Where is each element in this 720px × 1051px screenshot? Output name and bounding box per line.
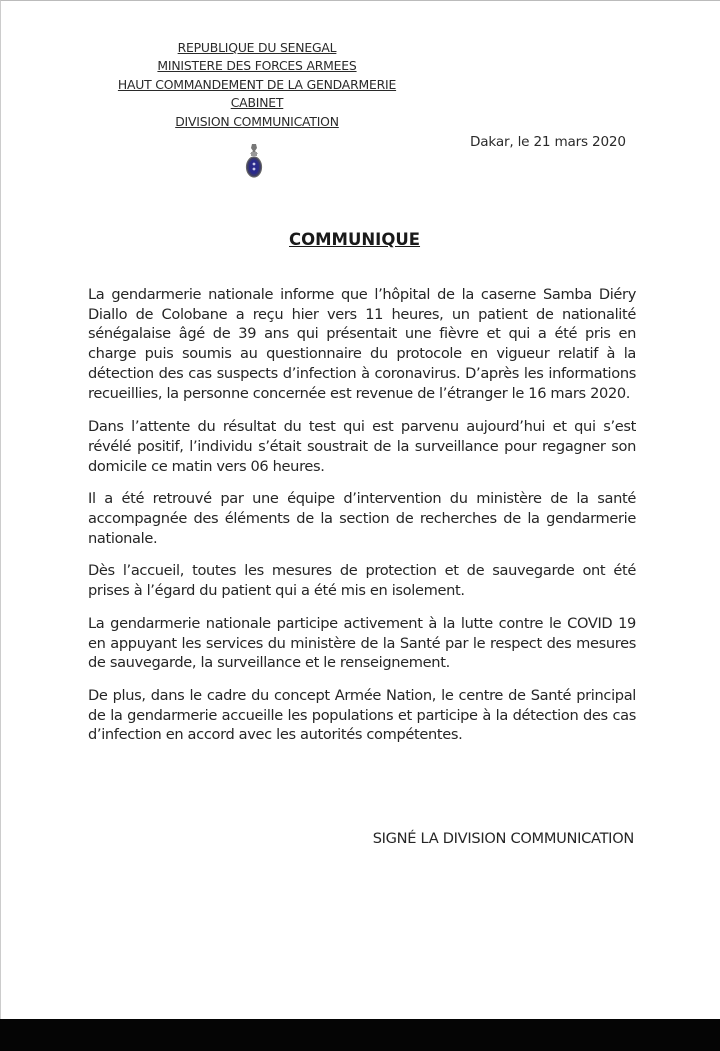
paragraph: La gendarmerie nationale informe que l’hôpital de la caserne Samba Diéry Diallo de Colobane a reçu hier vers 11 heures, un patient de nationalité sénégalaise âgé de 39 ans qui présentait une fièvre et qui a été pris en charge puis soumis au questionnaire du protocole en vigueur relatif à la détection des cas suspects d’infection à coronavirus. D’après les informations recueillies, la personne concernée est revenue de l’étranger le 16 mars 2020.	[88, 286, 636, 402]
paragraph: De plus, dans le cadre du concept Armée Nation, le centre de Santé principal de la gendarmerie accueille les populations et participe à la détection des cas d’infection en accord avec les autorités compétentes.	[88, 686, 636, 744]
letterhead-line-republic: REPUBLIQUE DU SENEGAL	[177, 40, 337, 55]
paragraph: La gendarmerie nationale participe activement à la lutte contre le COVID 19 en appuyant les services du ministère de la Santé par le respect des mesures de sauvegarde, la surveillance et le renseignement.	[88, 614, 636, 672]
letterhead-line-ministry: MINISTERE DES FORCES ARMEES	[157, 58, 357, 74]
letterhead-line-cabinet: CABINET	[230, 95, 284, 111]
bottom-black-bar	[0, 1019, 720, 1051]
document-date: Dakar, le 21 mars 2020	[470, 134, 626, 150]
paragraph: Dès l’accueil, toutes les mesures de protection et de sauvegarde ont été prises à l’égard du patient qui a été mis en isolement.	[88, 562, 636, 600]
document-body	[88, 285, 636, 758]
letterhead-line-command: HAUT COMMANDEMENT DE LA GENDARMERIE	[117, 76, 397, 92]
signature: SIGNÉ LA DIVISION COMMUNICATION	[372, 830, 634, 847]
gendarmerie-emblem-icon	[244, 142, 264, 182]
letterhead	[101, 39, 413, 131]
document-title: COMMUNIQUE	[289, 230, 421, 249]
paragraph: Il a été retrouvé par une équipe d’intervention du ministère de la santé accompagnée des éléments de la section de recherches de la gendarmerie nationale.	[88, 490, 636, 547]
paragraph: Dans l’attente du résultat du test qui est parvenu aujourd’hui et qui s’est révélé positif, l’individu s’était soustrait de la surveillance pour regagner son domicile ce matin vers 06 heures.	[88, 418, 636, 475]
letterhead-line-division: DIVISION COMMUNICATION	[175, 113, 339, 129]
